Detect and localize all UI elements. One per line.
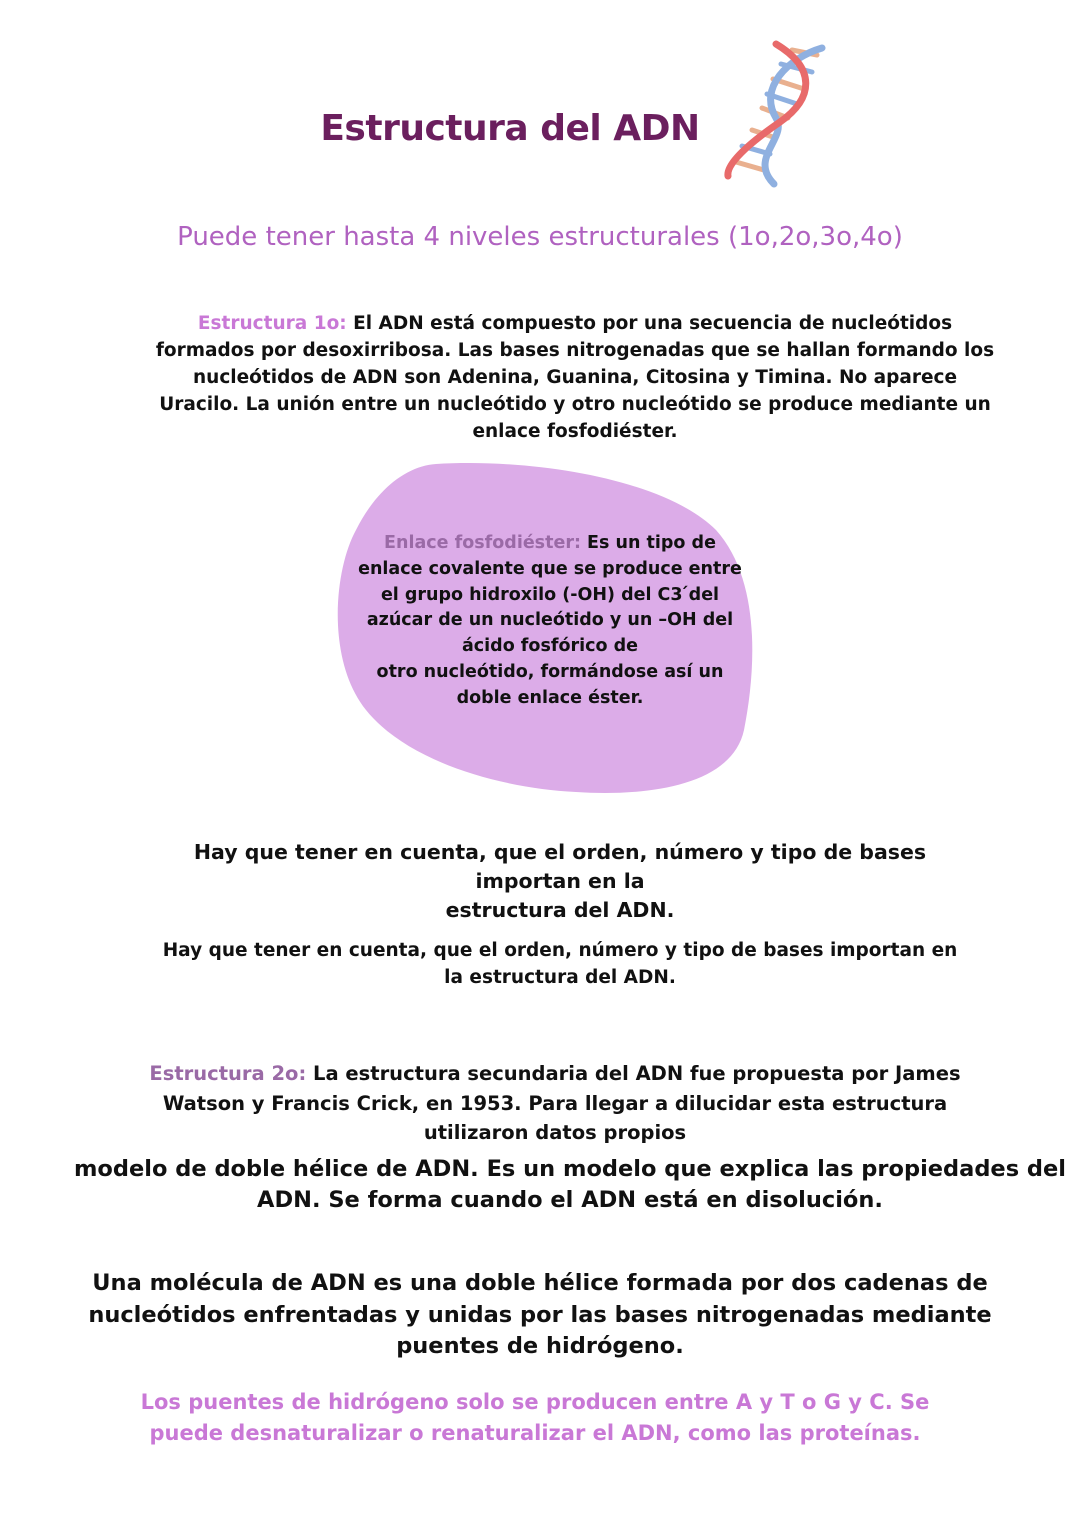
estructura-secundaria-paragraph bbox=[130, 1059, 980, 1148]
estructura-secundaria-label: Estructura 2o: bbox=[149, 1062, 307, 1085]
nota-grande-line1: Hay que tener en cuenta, que el orden, número y tipo de bases importan en la bbox=[193, 840, 927, 893]
estructura-primaria-paragraph bbox=[150, 310, 1000, 445]
enlace-fosfodiester-text-end: otro nucleótido, formándose así un doble enlace éster. bbox=[376, 661, 724, 708]
page-title: Estructura del ADN bbox=[320, 108, 700, 149]
estructura-secundaria-text: La estructura secundaria del ADN fue propuesta por James Watson y Francis Crick, en 1953. Para llegar a dilucidar esta estructura utilizaron datos propios bbox=[162, 1062, 961, 1144]
modelo-doble-helice-paragraph: modelo de doble hélice de ADN. Es un modelo que explica las propiedades del ADN. Se forma cuando el ADN está en disolución. bbox=[73, 1156, 1066, 1213]
estructura-primaria-text: El ADN está compuesto por una secuencia de nucleótidos formados por desoxirribosa. Las bases nitrogenadas que se hallan formando los nucleótidos de ADN son Adenina, Guanina, Citosina y Timina. No aparece Uracilo. La unión entre un nucleótido y otro nucleótido se produce mediante un enlace fosfodiéster. bbox=[155, 313, 995, 442]
nota-orden-bases-grande bbox=[170, 838, 950, 925]
molecula-adn-paragraph: Una molécula de ADN es una doble hélice formada por dos cadenas de nucleótidos enfrentadas y unidas por las bases nitrogenadas mediante puentes de hidrógeno. bbox=[88, 1270, 992, 1359]
nota-orden-bases: Hay que tener en cuenta, que el orden, número y tipo de bases importan en la estructura del ADN. bbox=[162, 940, 958, 988]
dna-helix-icon bbox=[718, 38, 834, 190]
enlace-fosfodiester-label: Enlace fosfodiéster: bbox=[384, 533, 581, 553]
enlace-fosfodiester-box bbox=[356, 531, 744, 712]
estructura-primaria-label: Estructura 1o: bbox=[197, 313, 347, 334]
nota-grande-line2: estructura del ADN. bbox=[445, 898, 675, 922]
puentes-hidrogeno-paragraph: Los puentes de hidrógeno solo se producen entre A y T o G y C. Se puede desnaturalizar o renaturalizar el ADN, como las proteínas. bbox=[140, 1390, 930, 1445]
subtitle: Puede tener hasta 4 niveles estructurales (1o,2o,3o,4o) bbox=[177, 222, 903, 252]
enlace-fosfodiester-text: Es un tipo de enlace covalente que se produce entre el grupo hidroxilo (-OH) del C3 ́del azúcar de un nucleótido y un –OH del ácido fosfórico de bbox=[358, 533, 742, 657]
